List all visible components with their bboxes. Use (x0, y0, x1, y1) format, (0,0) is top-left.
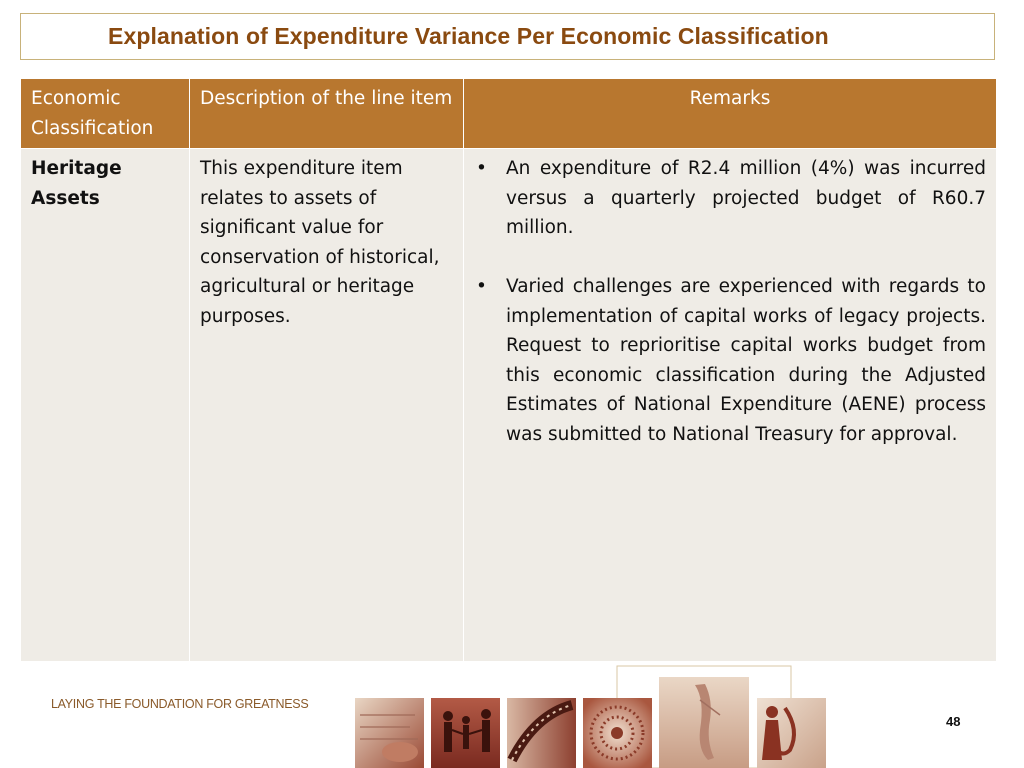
ballet-shoes-photo (659, 677, 749, 768)
header-remarks: Remarks (464, 79, 997, 149)
film-reel-photo (507, 698, 576, 768)
cell-classification: Heritage Assets (21, 149, 190, 662)
remark-text: Varied challenges are experienced with regards to implementation of capital works of legacy projects. Request to reprioritise capital works budget from this economic classification during the Adjusted Estimates of National Expenditure (AENE) process was submitted to National Treasury for approval. (506, 276, 986, 445)
family-silhouette-photo (431, 698, 500, 768)
slide-title: Explanation of Expenditure Variance Per Economic Classification (108, 23, 829, 49)
header-classification: Economic Classification (21, 79, 190, 149)
handwriting-photo (355, 698, 424, 768)
bullet-icon: • (476, 276, 487, 297)
page-number: 48 (946, 714, 961, 729)
cell-description: This expenditure item relates to assets of significant value for conservation of historical, agricultural or heritage purposes. (190, 149, 464, 662)
woven-basket-photo (583, 698, 652, 768)
footer-slogan: LAYING THE FOUNDATION FOR GREATNESS (51, 697, 309, 711)
saxophone-player-photo (757, 698, 826, 768)
header-description: Description of the line item (190, 79, 464, 149)
remark-text: An expenditure of R2.4 million (4%) was incurred versus a quarterly projected budget of R60.7 million. (506, 158, 986, 238)
bullet-icon: • (476, 158, 487, 179)
